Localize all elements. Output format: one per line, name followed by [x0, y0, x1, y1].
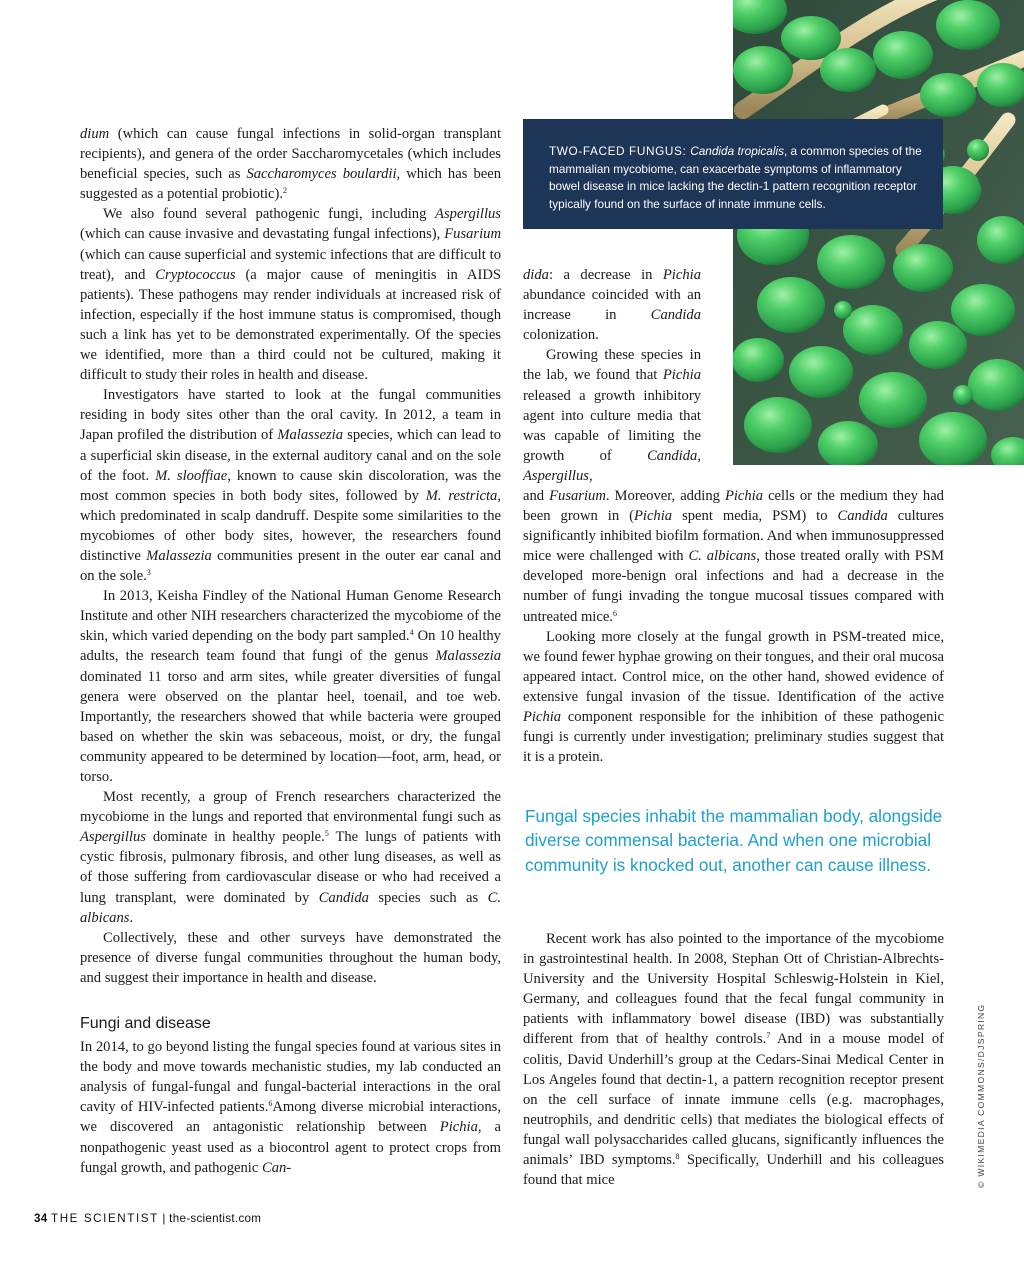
page-number: 34: [34, 1212, 48, 1225]
paragraph: Looking more closely at the fungal growth in PSM-treated mice, we found fewer hyphae growing on their tongues, and their oral mucosa appeared intact. Control mice, on the other hand, showed evidence of extensive fungal invasion of the tissue. Identification of the active Pichia component responsible for the inhibition of these pathogenic fungi is currently under investigation; preliminary studies suggest that it is a protein.: [523, 628, 944, 766]
fungal-cells-illustration: [733, 0, 1024, 465]
publication-name: THE SCIENTIST: [51, 1212, 159, 1225]
caption-text: , a common species of the mammalian mycobiome, can exacerbate symptoms of inflammatory bowel disease in mice lacking the dectin-1 pattern recognition receptor typically found on the surface of innate immune cells.: [549, 144, 922, 211]
paragraph: We also found several pathogenic fungi, including Aspergillus (which can cause invasive and devastating fungal infections), Fusarium (which can cause superficial and systemic infections that are difficult to treat), and Cryptococcus (a major cause of meningitis in AIDS patients). These pathogens may render individuals at increased risk of infection, especially if the host immune status is compromised, though such a link has yet to be demonstrated experimentally. Of the species we identified, more than a third could not be cultured, making it difficult to study their roles in health and disease.: [80, 206, 501, 384]
photo-caption: [523, 119, 943, 229]
footer-separator: |: [162, 1212, 166, 1225]
left-column: [80, 124, 501, 1178]
website-link[interactable]: the-scientist.com: [169, 1212, 262, 1225]
page-footer: [34, 1212, 261, 1225]
footnote-ref: 7: [766, 1031, 771, 1041]
paragraph: Growing these species in the lab, we found that Pichia released a growth inhibitory agent into culture media that was capable of limiting the growth of Candida, Aspergillus,: [523, 347, 701, 484]
footnote-ref: 8: [675, 1152, 680, 1162]
right-bottom-column: [523, 929, 944, 1190]
footnote-ref: 4: [409, 628, 414, 638]
paragraph: dida: a decrease in Pichia abundance coincided with an increase in Candida colonization.: [523, 267, 701, 344]
caption-species: Candida tropicalis: [690, 144, 784, 158]
paragraph: Most recently, a group of French researchers characterized the mycobiome in the lungs and reported that environmental fungi such as Aspergillus dominate in healthy people.$^5$ The lungs of patients with cystic fibrosis, pulmonary fibrosis, and other lung diseases, as well as of those suffering from cardiovascular disease or who had received a lung transplant, were dominated by Candida species such as C. albicans.: [80, 789, 501, 926]
paragraph: Recent work has also pointed to the importance of the mycobiome in gastrointestinal health. In 2008, Stephan Ott of Christian-Albrechts-University and the University Hospital Schleswig-Holstein in Kiel, Germany, and colleagues found that the fecal fungal community in patients with inflammatory bowel disease (IBD) was substantially different from that of healthy controls.$^7$ And in a mouse model of colitis, David Underhill’s group at the Cedars-Sinai Medical Center in Los Angeles found that dectin-1, a pattern recognition receptor present on the cell surface of innate immune cells (e.g. macrophages, neutrophils, and dendritic cells) that mediates the biological effects of fungal wall polysaccharides called glucans, significantly influences the animals’ IBD symptoms.$^8$ Specifically, Underhill and his colleagues found that mice: [523, 931, 944, 1189]
footnote-ref: 3: [146, 568, 151, 578]
pull-quote: Fungal species inhabit the mammalian body, alongside diverse commensal bacteria. And when one microbial community is knocked out, another can cause illness.: [525, 806, 943, 875]
footnote-ref: 6: [268, 1099, 273, 1109]
footnote-ref: 6: [612, 608, 617, 618]
section-heading: Fungi and disease: [80, 1015, 211, 1033]
paragraph: and Fusarium. Moreover, adding Pichia cells or the medium they had been grown in (Pichia spent media, PSM) to Candida cultures significantly inhibited biofilm formation. And when immunosuppressed mice were challenged with C. albicans, those treated orally with PSM developed more-benign oral infections and had a decrease in the number of fungi invading the tongue mucosal tissues compared with untreated mice.$^6$: [523, 488, 945, 625]
candida-micrograph-image: [733, 0, 1024, 465]
photo-credit: © WIKIMEDIA COMMONS/DJSPRING: [976, 1003, 986, 1188]
right-wide-column: [523, 486, 944, 767]
paragraph: dium (which can cause fungal infections in solid-organ transplant recipients), and genera of the order Saccharomycetales (which includes beneficial species, such as Saccharomyces boulardii, which has been suggested as a potential probiotic).$^2$: [80, 126, 501, 203]
paragraph: Investigators have started to look at the fungal communities residing in body sites other than the oral cavity. In 2012, a team in Japan profiled the distribution of Malassezia species, which can lead to a superficial skin disease, in the external auditory canal and on the sole of the foot. M. slooffiae, known to cause skin discoloration, was the most common species in both body sites, followed by M. restricta, which predominated in scalp dandruff. Despite some similarities to the mycobiomes of other body sites, however, the researchers found distinctive Malassezia communities present in the outer ear canal and on the sole.$^3$: [80, 387, 502, 585]
paragraph: Collectively, these and other surveys have demonstrated the presence of diverse fungal communities throughout the human body, and suggest their importance in health and disease.: [80, 929, 501, 986]
footnote-ref: 5: [324, 829, 329, 839]
caption-label: TWO-FACED FUNGUS:: [549, 144, 691, 158]
footnote-ref: 2: [283, 186, 288, 196]
paragraph: In 2013, Keisha Findley of the National Human Genome Research Institute and other NIH researchers characterized the mycobiome of the skin, which varied depending on the body part sampled.$^4$ On 10 healthy adults, the research team found that fungi of the genus Malassezia dominated 11 torso and arm sites, while greater diversities of fungal genera were observed on the plantar heel, toenail, and toe web. Importantly, the researchers showed that while bacteria were grouped based on whether the skin was sebaceous, moist, or dry, the fungal community appeared to be determined by location—foot, arm, head, or torso.: [80, 588, 501, 785]
paragraph: In 2014, to go beyond listing the fungal species found at various sites in the body and move towards mechanistic studies, my lab conducted an analysis of fungal-fungal and fungal-bacterial interactions in the oral cavity of HIV-infected patients.$^6$Among diverse microbial interactions, we discovered an antagonistic relationship between Pichia, a nonpathogenic yeast used as a biocontrol agent to protect crops from fungal growth, and pathogenic Can-: [80, 1039, 501, 1176]
right-narrow-column: [523, 265, 701, 486]
